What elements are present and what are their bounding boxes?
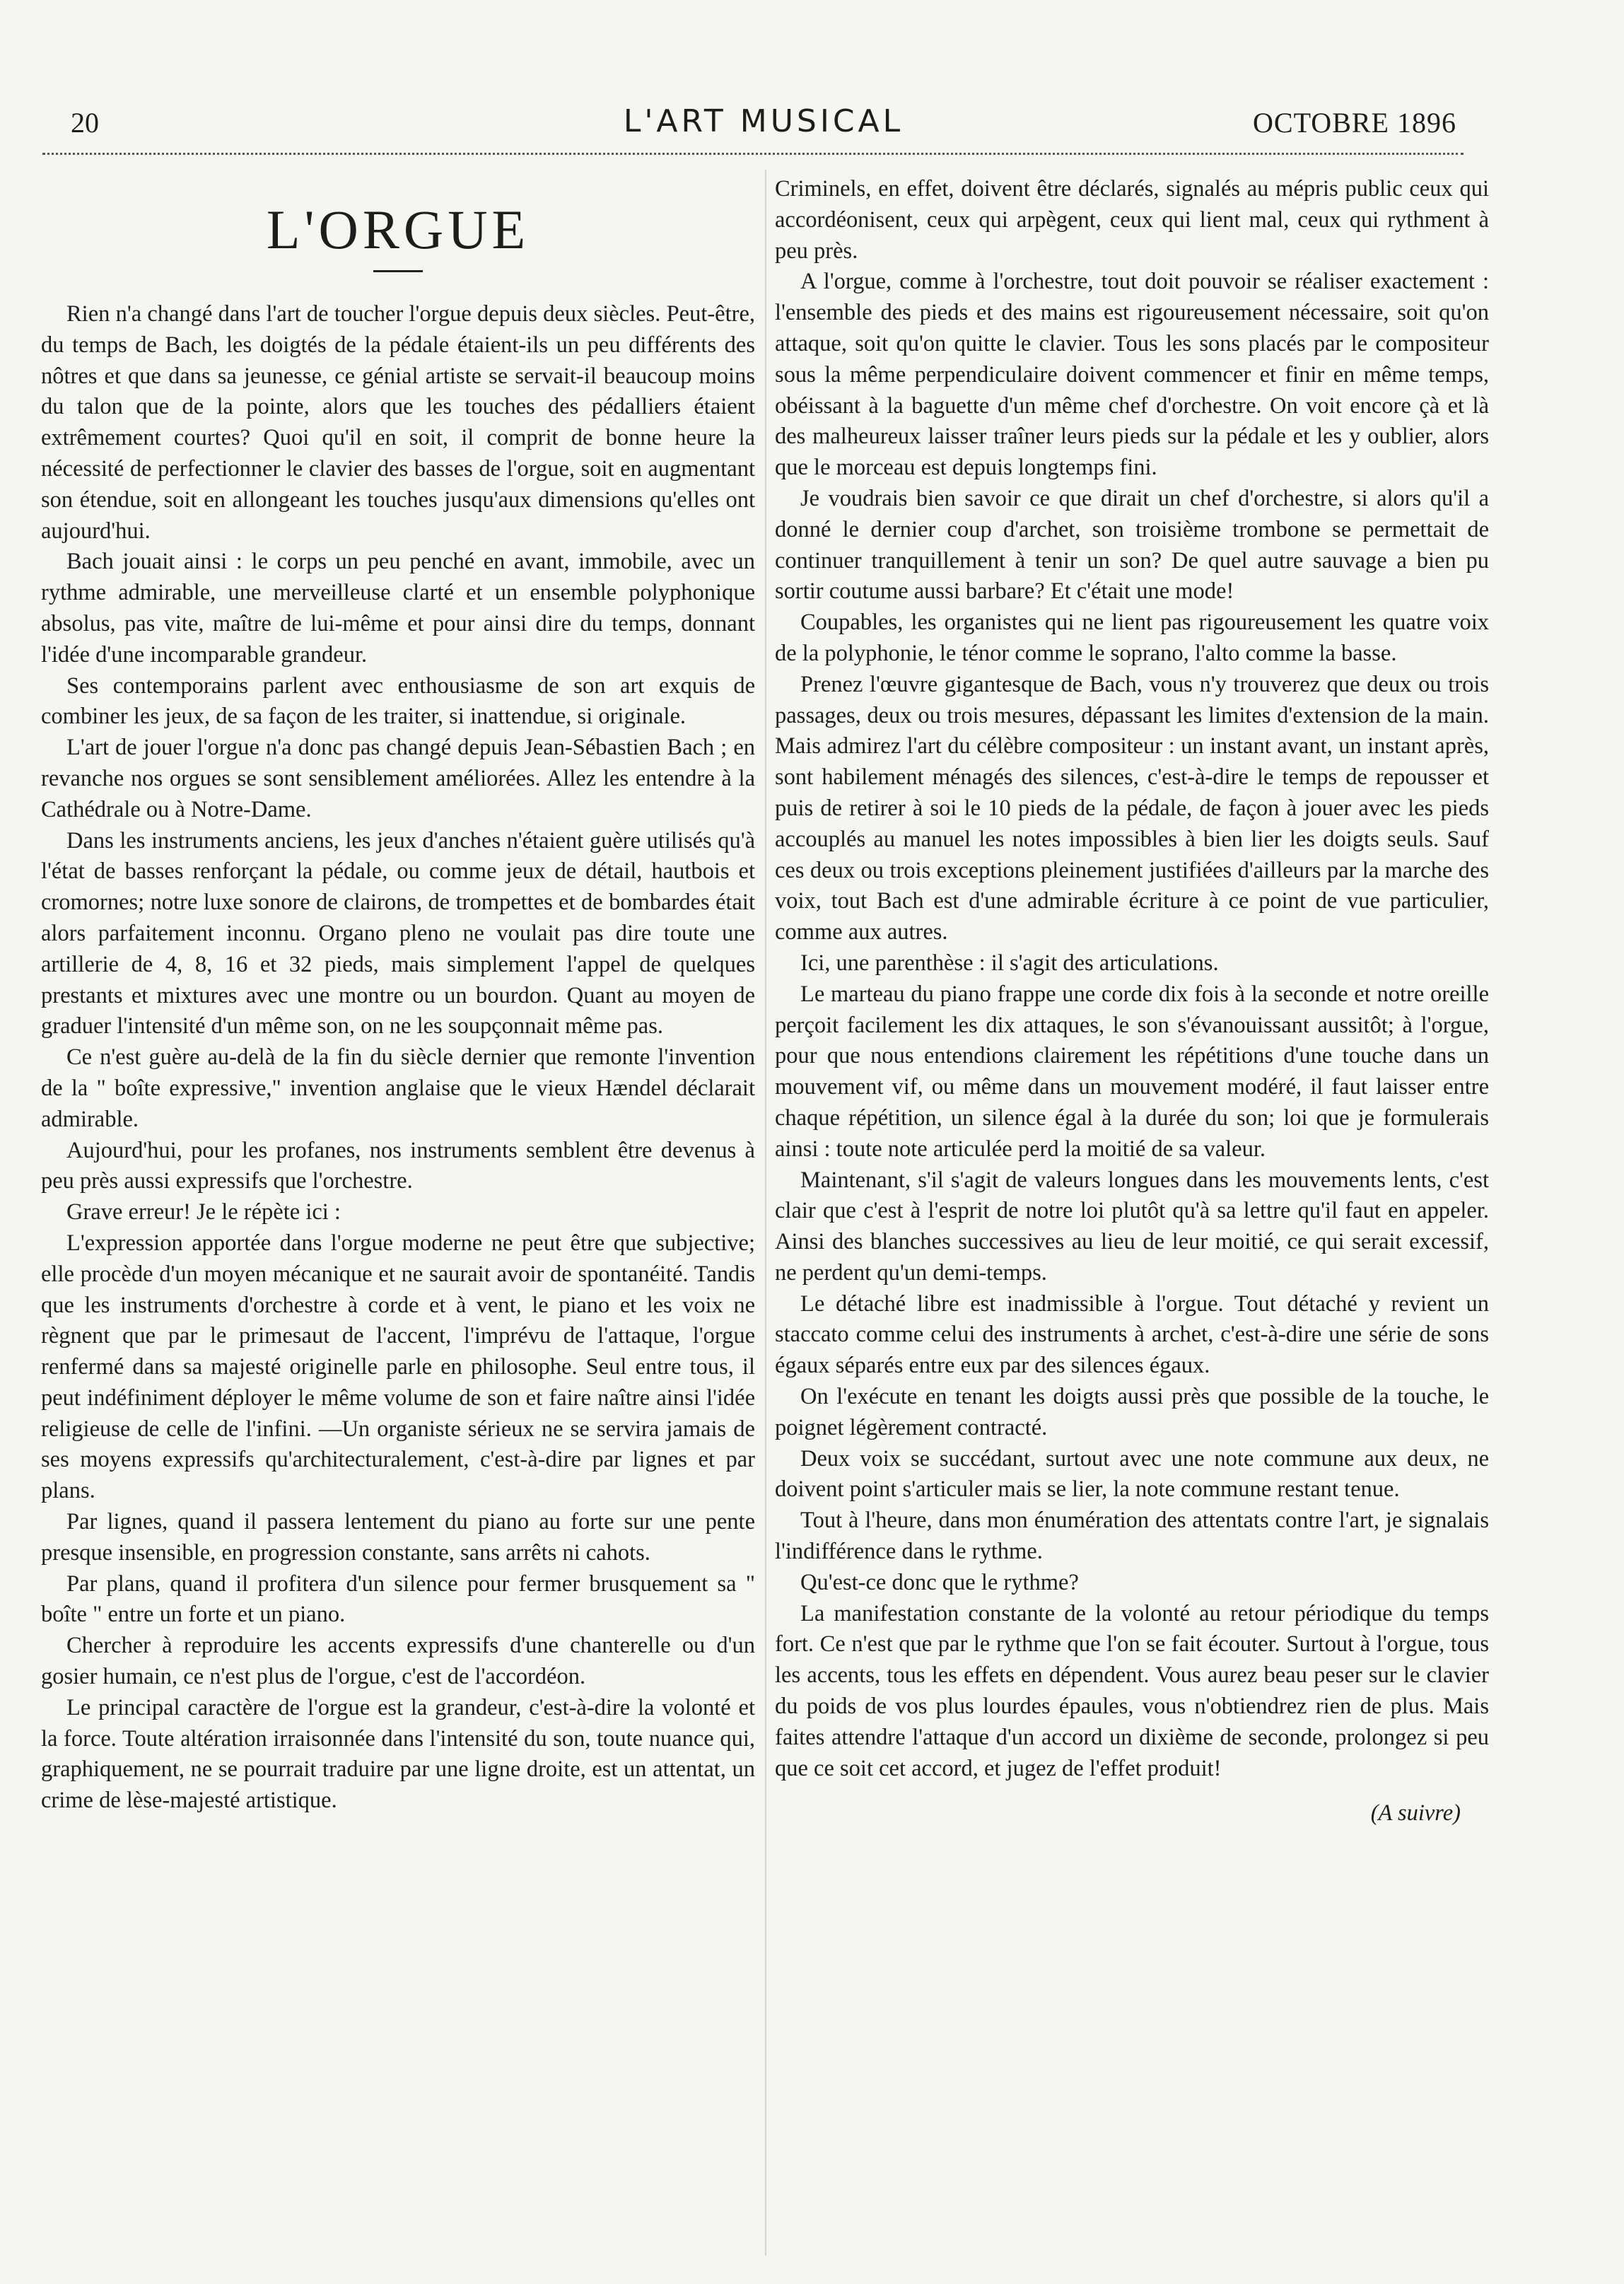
title-rule bbox=[373, 270, 423, 272]
journal-title: L'ART MUSICAL bbox=[623, 103, 904, 139]
paragraph: Ce n'est guère au-delà de la fin du siècle dernier que remonte l'invention de la " boîte expressive," invention anglaise que le vieux Hændel déclarait admirable. bbox=[41, 1044, 755, 1132]
page-header bbox=[71, 103, 1456, 148]
right-column bbox=[775, 174, 1489, 1829]
paragraph: Qu'est-ce donc que le rythme? bbox=[800, 1569, 1079, 1595]
paragraph: Le principal caractère de l'orgue est la grandeur, c'est-à-dire la volonté et la force. Toute altération irraisonnée dans l'intensité du son, toute nuance qui, graphiquement, ne se pourrait traduire par une ligne droite, est un attentat, un crime de lèse-majesté artistique. bbox=[41, 1694, 755, 1814]
paragraph: Tout à l'heure, dans mon énumération des attentats contre l'art, je signalais l'indifférence dans le rythme. bbox=[775, 1508, 1489, 1565]
left-column bbox=[41, 198, 755, 1817]
column-divider bbox=[765, 170, 766, 2256]
paragraph: Prenez l'œuvre gigantesque de Bach, vous n'y trouverez que deux ou trois passages, deux ou trois mesures, dépassant les limites d'extension de la main. Mais admirez l'art du célèbre compositeur : un instant avant, un instant après, sont habilement ménagés des silences, c'est-à-dire le temps de repousser et puis de retirer à soi le 10 pieds de la pédale, de façon à jouer avec les pieds accouplés au manuel les notes impossibles à bien lier les doigts seuls. Sauf ces deux ou trois exceptions pleinement justifiées d'ailleurs par la marche des voix, tout Bach est d'une admirable écriture à ce point de vue particulier, comme aux autres. bbox=[775, 671, 1489, 945]
paragraph: Je voudrais bien savoir ce que dirait un chef d'orchestre, si alors qu'il a donné le dernier coup d'archet, son troisième trombone se permettait de continuer tranquillement à tenir un son? De quel autre sauvage a bien pu sortir coutume aussi barbare? Et c'était une mode! bbox=[775, 485, 1489, 605]
paragraph: Criminels, en effet, doivent être déclarés, signalés au mépris public ceux qui accordéonisent, ceux qui arpègent, ceux qui lient mal, ceux qui rythment à peu près. bbox=[775, 176, 1489, 264]
paragraph: Coupables, les organistes qui ne lient pas rigoureusement les quatre voix de la polyphonie, le ténor comme le soprano, l'alto comme la basse. bbox=[775, 610, 1489, 666]
paragraph: On l'exécute en tenant les doigts aussi près que possible de la touche, le poignet légèrement contracté. bbox=[775, 1384, 1489, 1440]
paragraph: Ici, une parenthèse : il s'agit des articulations. bbox=[800, 950, 1219, 976]
paragraph: Deux voix se succédant, surtout avec une note commune aux deux, ne doivent point s'articuler mais se lier, la note commune restant tenue. bbox=[775, 1445, 1489, 1503]
paragraph: L'expression apportée dans l'orgue moderne ne peut être que subjective; elle procède d'un moyen mécanique et ne saurait avoir de spontanéité. Tandis que les instruments d'orchestre à corde et à vent, le piano et les voix ne règnent que par le primesaut de l'accent, l'imprévu de l'attaque, l'orgue renfermé dans sa majesté originelle parle en philosophe. Seul entre tous, il peut indéfiniment déployer le même volume de son et faire naître ainsi l'idée religieuse de celle de l'infini. —Un organiste sérieux ne se servira jamais de ses moyens expressifs qu'architecturalement, c'est-à-dire par lignes et par plans. bbox=[41, 1230, 755, 1504]
to-be-continued: (A suivre) bbox=[1370, 1800, 1461, 1826]
article-title: L'ORGUE bbox=[266, 199, 530, 260]
paragraph: Le marteau du piano frappe une corde dix fois à la seconde et notre oreille perçoit facilement les dix attaques, le son s'évanouissant aussitôt; à l'orgue, pour que nous entendions clairement les répétitions d'une touche dans un mouvement vif, ou même dans un mouvement modéré, il faut laisser entre chaque répétition, un silence égal à la durée du son; loi que je formulerais ainsi : toute note articulée perd la moitié de sa valeur. bbox=[775, 981, 1489, 1162]
paragraph: Ses contemporains parlent avec enthousiasme de son art exquis de combiner les jeux, de sa façon de les traiter, si inattendue, si originale. bbox=[41, 672, 755, 730]
paragraph: Le détaché libre est inadmissible à l'orgue. Tout détaché y revient un staccato comme celui des instruments à archet, c'est-à-dire une série de sons égaux séparés entre eux par des silences égaux. bbox=[775, 1290, 1489, 1379]
page-number: 20 bbox=[71, 107, 99, 139]
paragraph: La manifestation constante de la volonté au retour périodique du temps fort. Ce n'est que par le rythme que l'on se fait écouter. Surtout à l'orgue, tous les accents, tous les effets en dépendent. Vous aurez beau peser sur le clavier du poids de vos plus lourdes épaules, vous n'obtiendrez rien de plus. Mais faites attendre l'attaque d'un accord un dixième de seconde, prolongez si peu que ce soit cet accord, et jugez de l'effet produit! bbox=[775, 1600, 1489, 1781]
paragraph: Par plans, quand il profitera d'un silence pour fermer brusquement sa " boîte " entre un forte et un piano. bbox=[41, 1571, 755, 1628]
paragraph: Grave erreur! Je le répète ici : bbox=[66, 1199, 341, 1225]
header-rule bbox=[42, 153, 1464, 155]
paragraph: Dans les instruments anciens, les jeux d'anches n'étaient guère utilisés qu'à l'état de basses renforçant la pédale, ou comme jeux de détail, hautbois et cromornes; notre luxe sonore de clairons, de trompettes et de bombardes était alors parfaitement inconnu. Organo pleno ne voulait pas dire toute une artillerie de 4, 8, 16 et 32 pieds, mais simplement l'appel de quelques prestants et mixtures avec une montre ou un bourdon. Quant au moyen de graduer l'intensité d'un même son, on ne les soupçonnait même pas. bbox=[41, 827, 755, 1039]
paragraph: Rien n'a changé dans l'art de toucher l'orgue depuis deux siècles. Peut-être, du temps de Bach, les doigtés de la pédale étaient-ils un peu différents des nôtres et que dans sa jeunesse, ce génial artiste se servait-il beaucoup moins du talon que de la pointe, alors que les touches des pédalliers étaient extrêmement courtes? Quoi qu'il en soit, il comprit de bonne heure la nécessité de perfectionner le clavier des basses de l'orgue, soit en augmentant son étendue, soit en allongeant les touches jusqu'aux dimensions qu'elles ont aujourd'hui. bbox=[41, 301, 755, 544]
paragraph: A l'orgue, comme à l'orchestre, tout doit pouvoir se réaliser exactement : l'ensemble des pieds et des mains est rigoureusement nécessaire, soit qu'on attaque, soit qu'on quitte le clavier. Tous les sons placés par le compositeur sous la même perpendiculaire doivent commencer et finir en même temps, obéissant à la baguette d'un même chef d'orchestre. On voit encore çà et là des malheureux laisser traîner leurs pieds sur la pédale et les y oublier, alors que le morceau est depuis longtemps fini. bbox=[775, 269, 1489, 481]
paragraph: Par lignes, quand il passera lentement du piano au forte sur une pente presque insensible, en progression constante, sans arrêts ni cahots. bbox=[41, 1509, 755, 1566]
issue-date: OCTOBRE 1896 bbox=[1253, 107, 1456, 139]
paragraph: Bach jouait ainsi : le corps un peu penché en avant, immobile, avec un rythme admirable, une merveilleuse clarté et un ensemble polyphonique absolus, pas vite, maître de lui-même et pour ainsi dire du temps, donnant l'idée d'une incomparable grandeur. bbox=[41, 549, 755, 668]
paragraph: Chercher à reproduire les accents expressifs d'une chanterelle ou d'un gosier humain, ce n'est plus de l'orgue, c'est de l'accordéon. bbox=[41, 1633, 755, 1690]
paragraph: Aujourd'hui, pour les profanes, nos instruments semblent être devenus à peu près aussi expressifs que l'orchestre. bbox=[41, 1137, 755, 1194]
paragraph: Maintenant, s'il s'agit de valeurs longues dans les mouvements lents, c'est clair que c'est à l'esprit de notre loi plutôt qu'à sa lettre qu'il faut en appeler. Ainsi des blanches successives au lieu de leur moitié, ce qui serait excessif, ne perdent qu'un demi-temps. bbox=[775, 1167, 1489, 1286]
paragraph: L'art de jouer l'orgue n'a donc pas changé depuis Jean-Sébastien Bach ; en revanche nos orgues se sont sensiblement améliorées. Allez les entendre à la Cathédrale ou à Notre-Dame. bbox=[41, 735, 755, 822]
